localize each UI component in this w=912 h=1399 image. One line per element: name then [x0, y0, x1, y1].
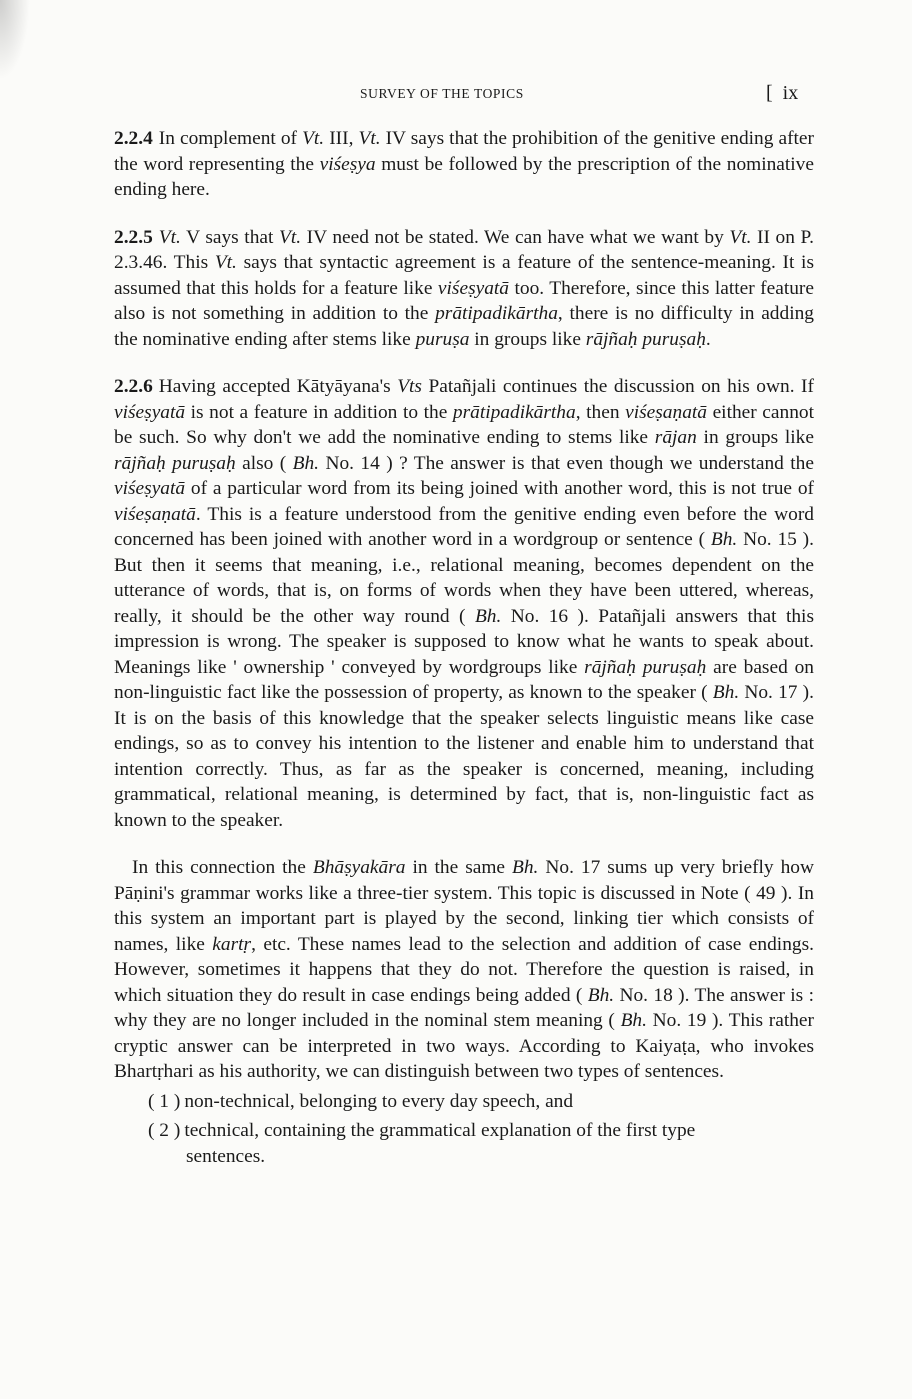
body-text: [114, 126, 814, 1173]
italic-term: Bh.: [620, 1010, 647, 1031]
text-run: also (: [235, 452, 293, 474]
text-run: , etc. These names lead to the selection and addition of case endings. However, sometimes it happens that they do not. Therefore the question is raised, in which situation they do result in case endings being added (: [114, 933, 814, 1006]
italic-term: rājñaḥ puruṣaḥ: [114, 452, 236, 474]
text-run: No. 17 sums up very briefly how Pāṇini's grammar works like a three-tier system. This topic is discussed in Note ( 49 ). In this system an important part is played by the second, linking tier which consists of names, like: [114, 857, 814, 955]
text-run: In this connection the: [132, 857, 313, 878]
list-marker: ( 2 ): [148, 1120, 181, 1141]
running-title: SURVEY OF THE TOPICS: [360, 86, 524, 101]
scan-shadow: [0, 0, 30, 80]
text-run: too. Therefore, since this latter feature also is not something in addition to the: [114, 277, 814, 324]
list-text: non-technical, belonging to every day speech, and: [184, 1090, 574, 1112]
text-run: is not a feature in addition to the: [185, 401, 453, 423]
list-item: [114, 1118, 814, 1169]
italic-term: Bh.: [587, 984, 615, 1006]
paragraph: [114, 225, 814, 353]
folio-bracket: [: [766, 82, 773, 104]
italic-term: rājan: [654, 427, 697, 448]
text-run: No. 19 ). This rather cryptic answer can be interpreted in two ways. According to Kaiyaṭa, who invokes Bhartṛhari as his authority, we can distinguish between two types of sentences.: [114, 1010, 814, 1082]
page-number: ix: [782, 82, 799, 104]
text-run: No. 14 ) ? The answer is that even though we understand the: [319, 452, 814, 474]
list-item: [114, 1089, 814, 1115]
italic-term: kartṛ: [212, 933, 252, 955]
text-run: in groups like: [469, 328, 586, 350]
list-text: technical, containing the grammatical explanation of the first type: [184, 1120, 696, 1141]
page-header: [0, 84, 912, 108]
italic-term: Bh.: [292, 452, 320, 474]
text-run: No. 15 ). But then it seems that meaning, i.e., relational meaning, becomes dependent on the utterance of words, that is, on forms of words when they have been uttered, whereas, really, it should be the other way round (: [114, 529, 814, 627]
section-number: 2.2.5: [114, 226, 153, 248]
list-continuation: sentences.: [186, 1145, 266, 1167]
list-marker: ( 1 ): [148, 1090, 181, 1112]
text-run: either cannot be such. So why don't we add the nominative ending to stems like: [114, 401, 814, 448]
section-number: 2.2.6: [114, 376, 153, 397]
italic-term: Vt.: [278, 226, 302, 248]
text-run: In complement of: [158, 128, 303, 149]
text-run: Patañjali continues the discussion on his own. If: [421, 376, 814, 397]
text-run: IV says that the prohibition of the genitive ending after the word representing the: [114, 128, 814, 175]
text-run: of a particular word from its being joined with another word, this is not true of: [185, 478, 814, 499]
text-run: .: [705, 328, 711, 350]
italic-term: puruṣa: [415, 328, 470, 350]
text-run: V says that: [180, 226, 279, 248]
numbered-list: [114, 1089, 814, 1170]
text-run: says that syntactic agreement is a feature of the sentence-meaning. It is assumed that this holds for a feature like: [114, 252, 814, 299]
text-run: in groups like: [696, 427, 814, 448]
italic-term: viśeṣyatā: [114, 478, 186, 499]
italic-term: Bh.: [712, 682, 740, 703]
italic-term: viśeṣaṇatā: [114, 503, 196, 525]
text-run: must be followed by the prescription of the nominative ending here.: [114, 153, 814, 200]
italic-term: Vt.: [214, 252, 237, 273]
paragraph: [114, 374, 814, 833]
italic-term: Vts: [397, 376, 422, 397]
section-number: 2.2.4: [114, 128, 153, 149]
paragraph: [114, 855, 814, 1085]
text-run: . This is a feature understood from the genitive ending even before the word concerned has been joined with another word in a wordgroup or sentence (: [114, 503, 814, 550]
text-run: are based on non-linguistic fact like the possession of property, as known to the speaker (: [114, 656, 814, 703]
text-run: in the same: [405, 857, 513, 878]
page-number-block: [766, 82, 798, 105]
italic-term: Bh.: [512, 857, 539, 878]
paragraph: [114, 126, 814, 203]
italic-term: Vt.: [358, 128, 381, 149]
text-run: III,: [324, 128, 359, 149]
text-run: II on P. 2.3.46. This: [114, 226, 814, 273]
italic-term: viśeṣya: [319, 153, 376, 175]
text-run: IV need not be stated. We can have what we want by: [301, 226, 730, 248]
italic-term: rājñaḥ puruṣaḥ: [584, 656, 707, 678]
italic-term: viśeṣaṇatā: [625, 401, 707, 423]
italic-term: viśeṣyatā: [437, 277, 509, 299]
text-run: Having accepted Kātyāyana's: [158, 376, 398, 397]
italic-term: viśeṣyatā: [114, 401, 186, 423]
italic-term: rājñaḥ puruṣaḥ: [585, 328, 706, 350]
italic-term: Bh.: [474, 605, 502, 627]
text-run: , then: [575, 401, 626, 423]
text-run: No. 16 ). Patañjali answers that this impression is wrong. The speaker is supposed to know what he wants to speak about. Meanings like ' ownership ' conveyed by wordgroups like: [114, 605, 814, 678]
italic-term: Vt.: [302, 128, 325, 149]
paragraphs: [114, 126, 814, 1085]
text-run: , there is no difficulty in adding the nominative ending after stems like: [114, 303, 814, 350]
italic-term: Vt.: [729, 226, 752, 248]
italic-term: prātipadikārtha: [452, 401, 576, 423]
italic-term: Bhāṣyakāra: [312, 857, 406, 878]
italic-term: prātipadikārtha: [435, 303, 558, 324]
italic-term: Vt.: [158, 226, 181, 248]
text-run: No. 18 ). The answer is : why they are no longer included in the nominal stem meaning (: [114, 984, 814, 1031]
italic-term: Bh.: [710, 529, 738, 550]
text-run: No. 17 ). It is on the basis of this knowledge that the speaker selects linguistic means like case endings, so as to convey his intention to the listener and enable him to understand that intention correctly. Thus, as far as the speaker is concerned, meaning, including grammatical, relational meaning, is determined by fact, that is, non-linguistic fact as known to the speaker.: [114, 682, 814, 831]
